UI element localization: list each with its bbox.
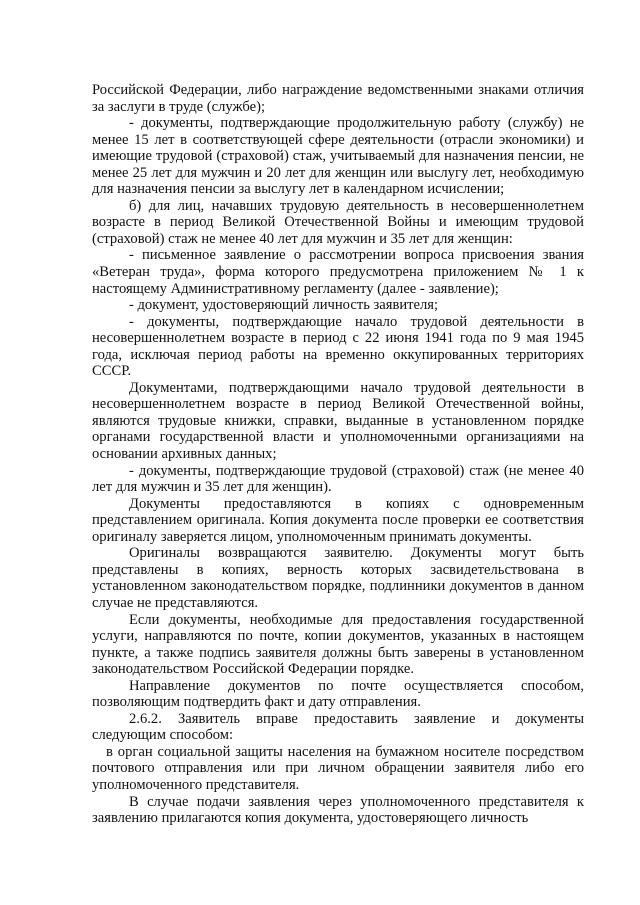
paragraph-item-b: б) для лиц, начавших трудовую деятельность в несовершеннолетнем возрасте в период Великой Отечественной Войны и имеющим трудовой (страховой) стаж не менее 40 лет для мужчин и 35 лет для женщин: (92, 197, 584, 247)
paragraph-social-protection: в орган социальной защиты населения на бумажном носителе посредством почтового отправления или при личном обращении заявителя либо его уполномоченного представителя. (92, 743, 584, 793)
paragraph-originals: Оригиналы возвращаются заявителю. Документы могут быть представлены в копиях, верность которых засвидетельствована в установленном законодательством порядке, подлинники документов в данном случае не представляются. (92, 545, 584, 611)
document-page (92, 82, 584, 827)
paragraph-seniority-docs: - документы, подтверждающие трудовой (страховой) стаж (не менее 40 лет для мужчин и 35 лет для женщин). (92, 462, 584, 496)
paragraph-service-docs: - документы, подтверждающие продолжительную работу (службу) не менее 15 лет в соответствующей сфере деятельности (отрасли экономики) и имеющие трудовой (страховой) стаж, учитываемый для назначения пенсии, не менее 25 лет для мужчин и 20 лет для женщин или выслугу лет, необходимую для назначения пенсии за выслугу лет в календарном исчислении; (92, 115, 584, 198)
paragraph-mail-method: Направление документов по почте осуществляется способом, позволяющим подтвердить факт и дату отправления. (92, 677, 584, 711)
paragraph-application: - письменное заявление о рассмотрении вопроса присвоения звания «Ветеран труда», форма которого предусмотрена приложением № 1 к настоящему Административному регламенту (далее - заявление); (92, 247, 584, 297)
paragraph-copies: Документы предоставляются в копиях с одновременным представлением оригинала. Копия документа после проверки ее соответствия оригиналу заверяется лицом, уполномоченным принимать документы. (92, 495, 584, 545)
paragraph-mail-certification: Если документы, необходимые для предоставления государственной услуги, направляются по почте, копии документов, указанных в настоящем пункте, а также подпись заявителя должны быть заверены в установленном законодательством Российской Федерации порядке. (92, 611, 584, 678)
paragraph-identity-doc: - документ, удостоверяющий личность заявителя; (129, 297, 439, 314)
paragraph-representative: В случае подачи заявления через уполномоченного представителя к заявлению прилагаются копия документа, удостоверяющего личность (92, 793, 584, 827)
paragraph-labor-start-docs: - документы, подтверждающие начало трудовой деятельности в несовершеннолетнем возрасте в период с 22 июня 1941 года по 9 мая 1945 года, исключая период работы на временно оккупированных территориях СССР. (92, 313, 584, 380)
paragraph-labor-start-proof: Документами, подтверждающими начало трудовой деятельности в несовершеннолетнем возрасте в период Великой Отечественной войны, являются трудовые книжки, справки, выданные в установленном порядке органами государственной власти и уполномоченными организациями на основании архивных данных; (92, 379, 584, 463)
paragraph-section-2-6-2: 2.6.2. Заявитель вправе предоставить заявление и документы следующим способом: (92, 710, 584, 744)
paragraph-award-end: Российской Федерации, либо награждение ведомственными знаками отличия за заслуги в труде (службе); (92, 82, 584, 115)
